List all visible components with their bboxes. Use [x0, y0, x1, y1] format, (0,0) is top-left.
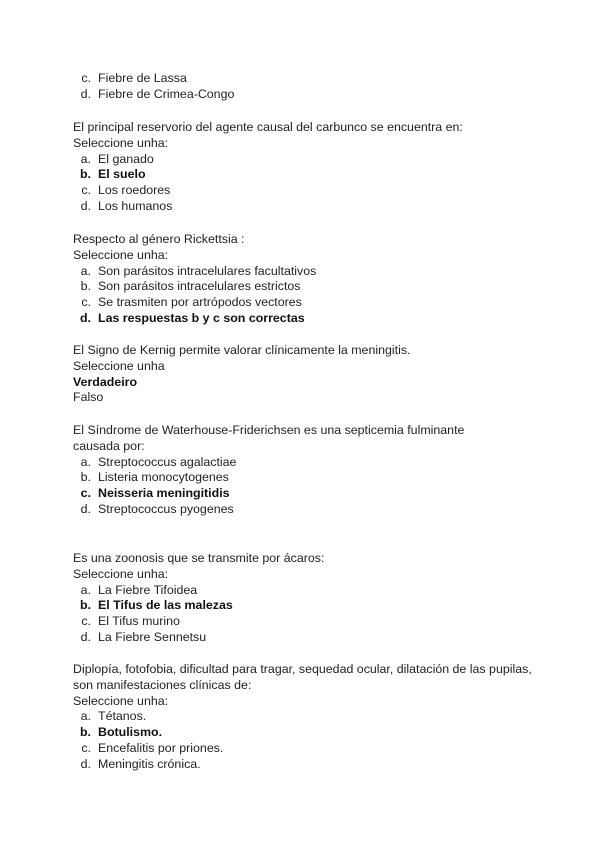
question-2 [73, 232, 543, 327]
question-text: Respecto al género Rickettsia : [73, 232, 245, 246]
question-5 [73, 551, 543, 646]
question-6 [73, 662, 543, 773]
question-1 [73, 120, 543, 215]
option-a: a. Son parásitos intracelulares facultativos [80, 263, 317, 278]
option-a: a. Streptococcus agalactiae [80, 454, 237, 469]
option-a: a. El ganado [80, 151, 154, 166]
option-d: d. Los humanos [80, 198, 173, 213]
question-prompt: Seleccione unha: [73, 566, 169, 581]
option-a: a. La Fiebre Tifoidea [80, 582, 198, 597]
question-4 [73, 423, 543, 518]
question-text: Diplopía, fotofobia, dificultad para tragar, sequedad ocular, dilatación de las pupilas, son manifestaciones clínicas de: [73, 662, 532, 692]
question-3 [73, 343, 543, 406]
option-b: b. Listeria monocytogenes [80, 470, 229, 485]
option-c-correct: c. Neisseria meningitidis [80, 486, 230, 501]
option-d-correct: d. Las respuestas b y c son correctas [79, 310, 305, 325]
option-b-correct: b. El suelo [79, 167, 146, 182]
question-0-continuation [73, 71, 543, 103]
question-prompt: Seleccione unha: [73, 135, 169, 150]
option-c: c. Los roedores [81, 183, 171, 198]
option-b-correct: b. El Tifus de las malezas [79, 598, 233, 613]
question-prompt: Seleccione unha: [73, 693, 169, 708]
question-prompt: Seleccione unha [73, 358, 165, 373]
answer-true-correct: Verdadeiro [73, 374, 138, 389]
option-c: c. Se trasmiten por artrópodos vectores [81, 295, 302, 310]
question-text: Es una zoonosis que se transmite por ácaros: [73, 551, 325, 565]
option-d: d. La Fiebre Sennetsu [80, 629, 207, 644]
option-d: d. Streptococcus pyogenes [80, 501, 234, 516]
option-d: d. Meningitis crónica. [80, 756, 201, 771]
option-c: c. Fiebre de Lassa [81, 71, 187, 85]
question-prompt: Seleccione unha: [73, 247, 169, 262]
question-text: El Síndrome de Waterhouse-Friderichsen es una septicemia fulminante causada por: [73, 423, 465, 453]
option-c: c. El Tifus murino [81, 614, 180, 629]
option-b-correct: b. Botulismo. [79, 725, 163, 740]
option-c: c. Encefalitis por priones. [81, 740, 224, 755]
question-text: El principal reservorio del agente causal del carbunco se encuentra en: [73, 120, 463, 134]
option-d: d. Fiebre de Crimea-Congo [80, 86, 235, 101]
option-b: b. Son parásitos intracelulares estrictos [80, 279, 301, 294]
question-text: El Signo de Kernig permite valorar clínicamente la meningitis. [73, 343, 411, 357]
answer-false: Falso [73, 390, 104, 405]
option-a: a. Tétanos. [80, 709, 147, 724]
